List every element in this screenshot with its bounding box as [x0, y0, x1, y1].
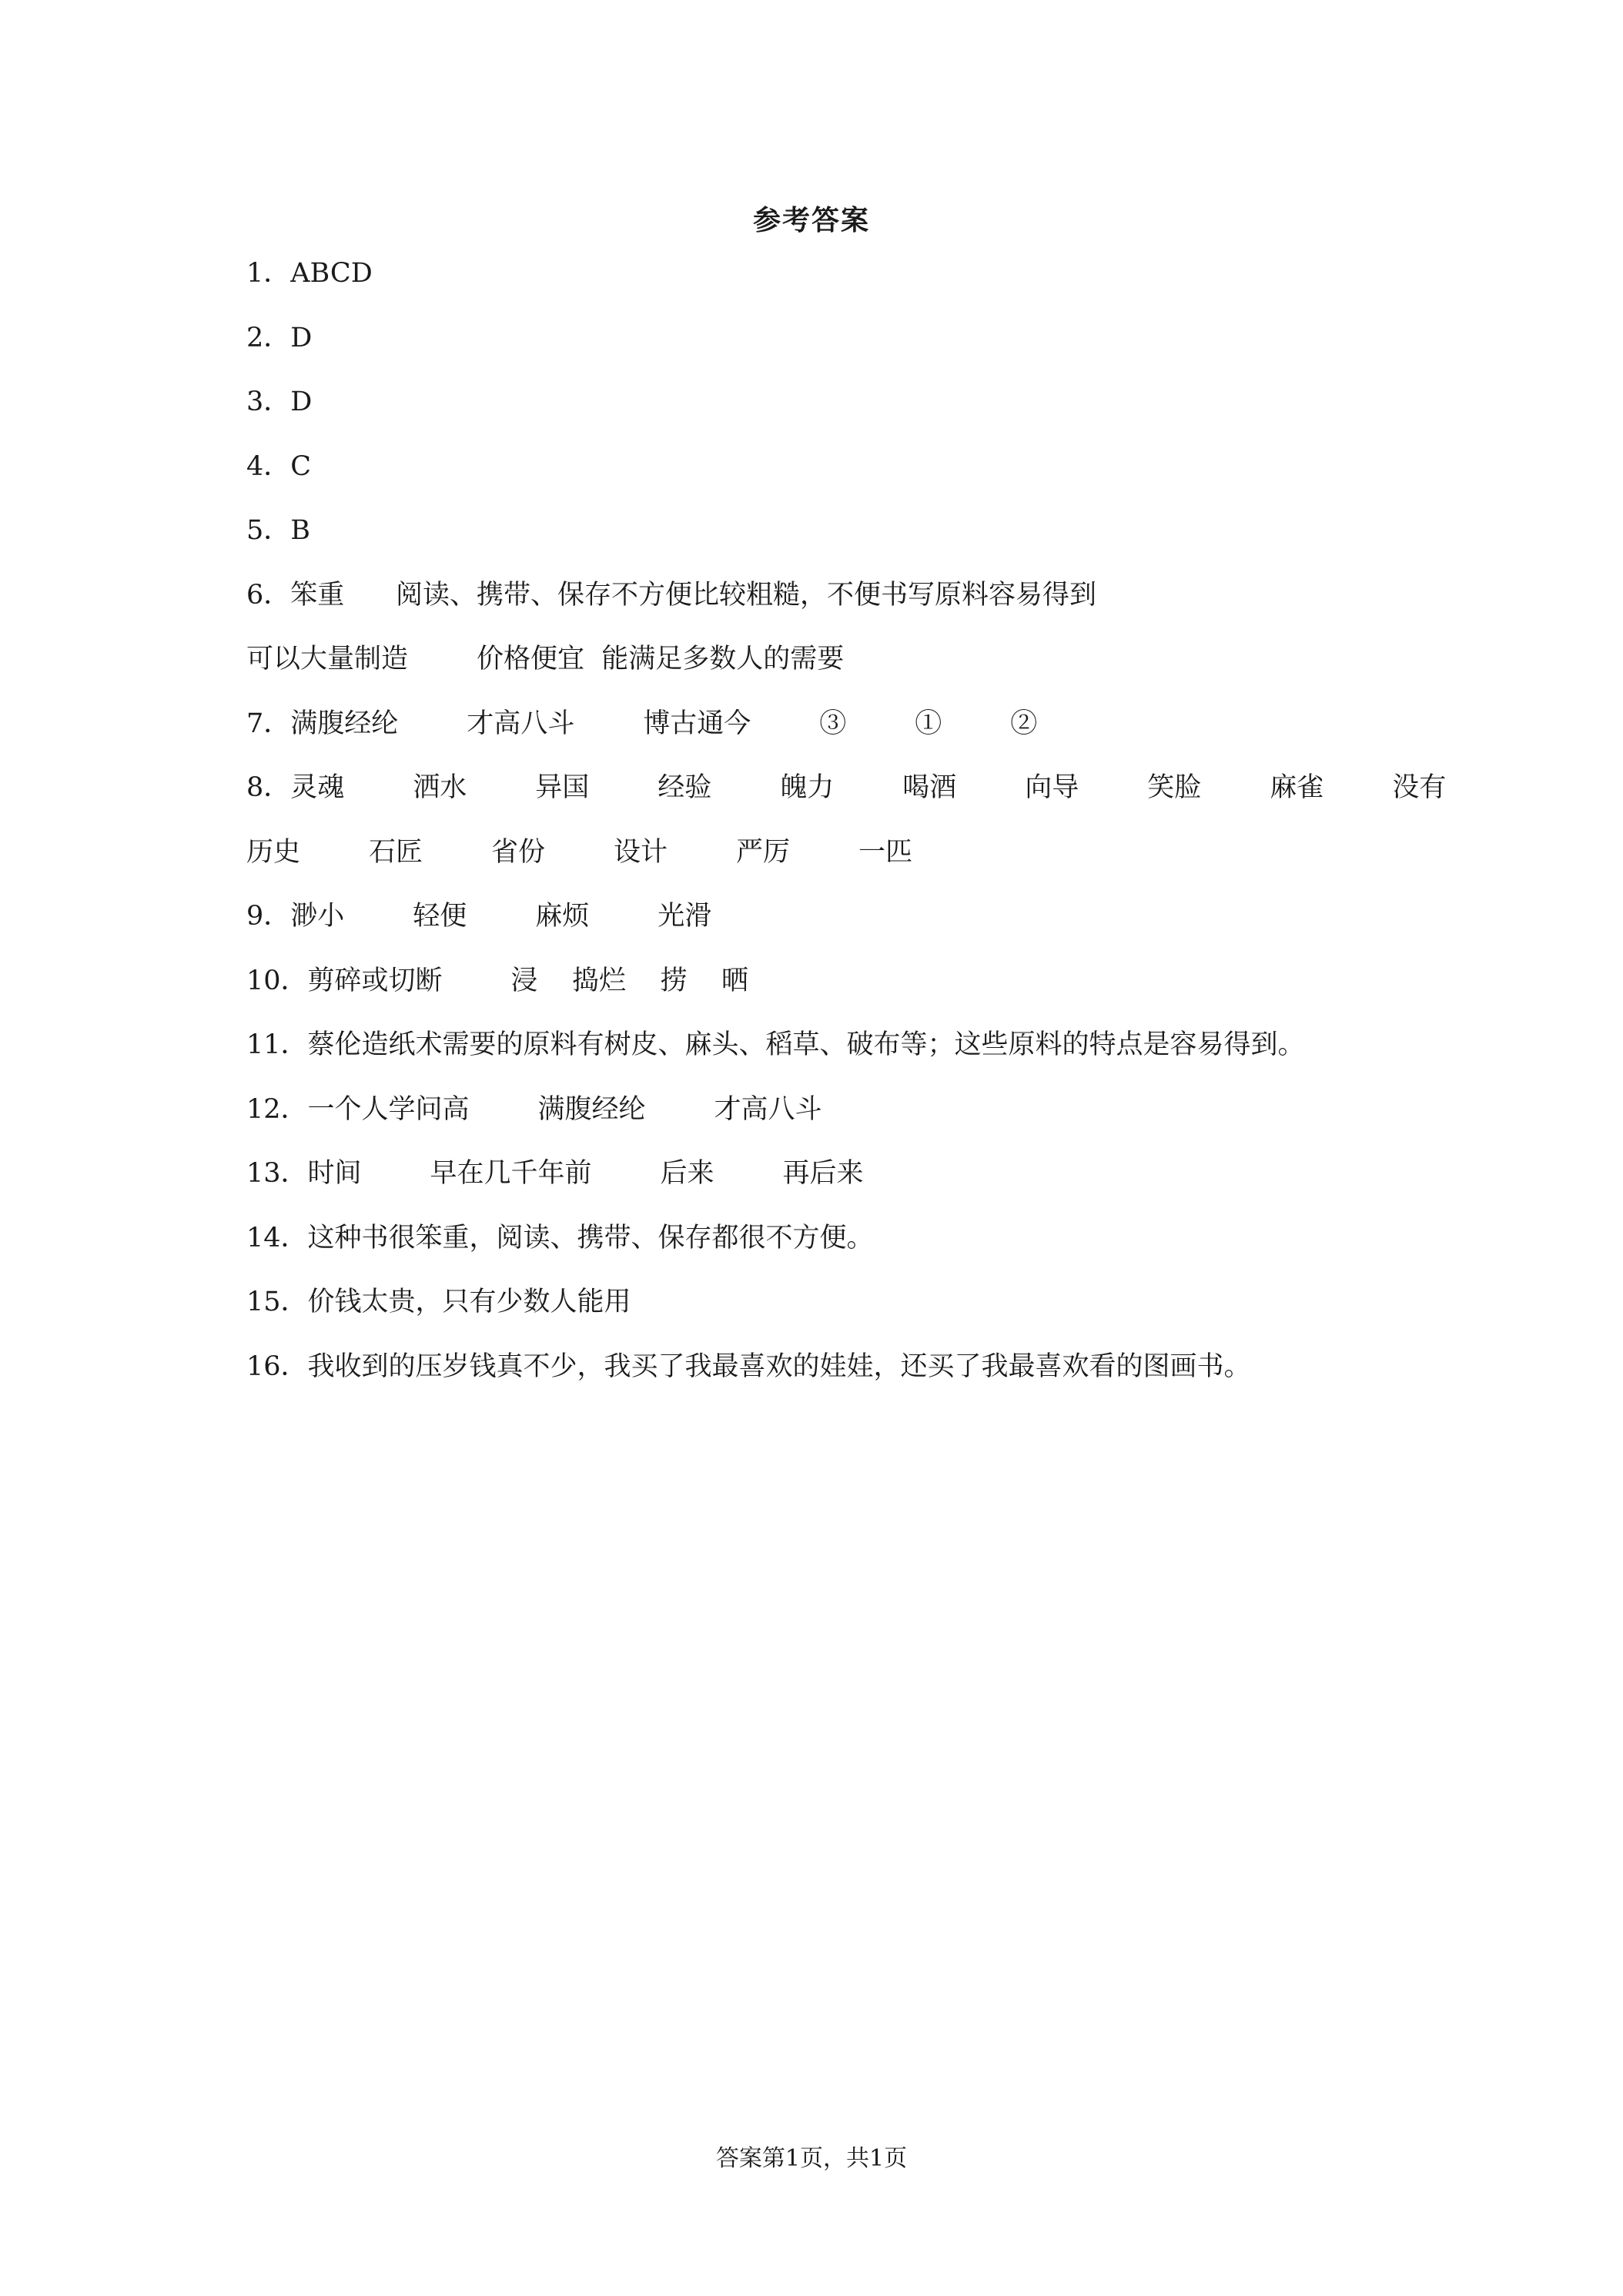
answer-line: 9．渺小 轻便 麻烦 光滑	[246, 901, 712, 932]
answer-line: 1．ABCD	[246, 258, 373, 289]
answer-line: 16．我收到的压岁钱真不少，我买了我最喜欢的娃娃，还买了我最喜欢看的图画书。	[246, 1350, 1251, 1382]
answer-line: 3．D	[246, 387, 313, 417]
answer-line: 4．C	[246, 450, 312, 482]
answer-line: 13．时间 早在几千年前 后来 再后来	[246, 1158, 864, 1189]
answer-line: 历史 石匠 省份 设计 严厉 一匹	[246, 836, 913, 868]
answer-line: 7．满腹经纶 才高八斗 博古通今 ③ ① ②	[246, 708, 1038, 739]
answer-line: 8．灵魂 洒水 异国 经验 魄力 喝酒 向导 笑脸 麻雀 没有	[246, 772, 1447, 803]
answer-line: 12．一个人学问高 满腹经纶 才高八斗	[246, 1093, 822, 1125]
answer-line: 14．这种书很笨重，阅读、携带、保存都很不方便。	[246, 1222, 874, 1253]
answer-line: 6．笨重 阅读、携带、保存不方便比较粗糙，不便书写原料容易得到	[246, 579, 1097, 611]
answer-line: 5．B	[246, 515, 310, 546]
answer-line: 10．剪碎或切断 浸 捣烂 捞 晒	[246, 965, 749, 996]
answer-line: 11．蔡伦造纸术需要的原料有树皮、麻头、稻草、破布等；这些原料的特点是容易得到。	[246, 1029, 1305, 1060]
page-title: 参考答案	[752, 204, 870, 236]
answer-list	[246, 253, 1447, 1410]
page-footer: 答案第1页，共1页	[715, 2145, 908, 2172]
answer-line: 2．D	[246, 322, 313, 353]
answer-line: 15．价钱太贵，只有少数人能用	[246, 1287, 631, 1317]
answer-line: 可以大量制造 价格便宜 能满足多数人的需要	[246, 644, 845, 674]
